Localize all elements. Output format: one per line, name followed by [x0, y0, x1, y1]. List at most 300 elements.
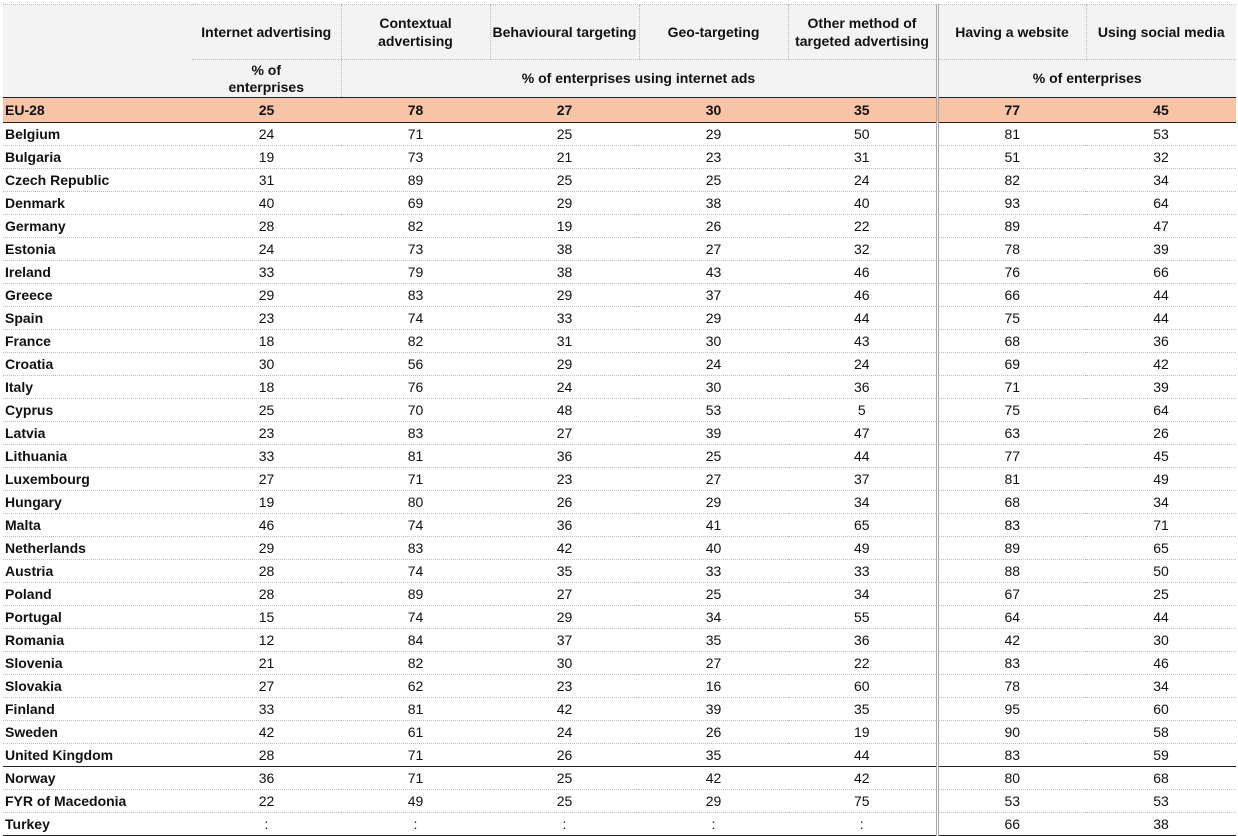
cell-contextual-advertising: 74	[341, 606, 490, 629]
cell-contextual-advertising: 69	[341, 192, 490, 215]
cell-geo-targeting: 29	[639, 307, 788, 330]
cell-other-targeted: 22	[788, 652, 937, 675]
cell-contextual-advertising: 71	[341, 767, 490, 790]
country-name: Malta	[3, 514, 192, 537]
cell-other-targeted: 55	[788, 606, 937, 629]
table-row	[3, 537, 1236, 560]
cell-other-targeted: 44	[788, 307, 937, 330]
cell-behavioural-targeting: 27	[490, 583, 639, 606]
cell-internet-advertising: :	[192, 813, 341, 836]
cell-internet-advertising: 27	[192, 468, 341, 491]
cell-using-social-media: 42	[1086, 353, 1236, 376]
cell-contextual-advertising: 71	[341, 744, 490, 767]
cell-geo-targeting: 53	[639, 399, 788, 422]
cell-using-social-media: 53	[1086, 790, 1236, 813]
cell-contextual-advertising: :	[341, 813, 490, 836]
country-name: Croatia	[3, 353, 192, 376]
cell-internet-advertising: 15	[192, 606, 341, 629]
cell-behavioural-targeting: 25	[490, 790, 639, 813]
cell-other-targeted: 24	[788, 169, 937, 192]
country-name: Italy	[3, 376, 192, 399]
cell-using-social-media: 71	[1086, 514, 1236, 537]
cell-other-targeted: 44	[788, 445, 937, 468]
cell-using-social-media: 36	[1086, 330, 1236, 353]
cell-internet-advertising: 22	[192, 790, 341, 813]
cell-geo-targeting: 29	[639, 790, 788, 813]
cell-having-website: 68	[937, 330, 1086, 353]
country-name: Austria	[3, 560, 192, 583]
cell-other-targeted: 43	[788, 330, 937, 353]
table-row	[3, 813, 1236, 836]
cell-having-website: 77	[937, 445, 1086, 468]
cell-contextual-advertising: 56	[341, 353, 490, 376]
cell-internet-advertising: 29	[192, 284, 341, 307]
country-name: Ireland	[3, 261, 192, 284]
cell-other-targeted: 36	[788, 629, 937, 652]
cell-behavioural-targeting: 23	[490, 675, 639, 698]
cell-using-social-media: 49	[1086, 468, 1236, 491]
cell-using-social-media: 64	[1086, 399, 1236, 422]
cell-contextual-advertising: 74	[341, 560, 490, 583]
cell-using-social-media: 64	[1086, 192, 1236, 215]
table-row	[3, 422, 1236, 445]
cell-other-targeted: 37	[788, 468, 937, 491]
cell-having-website: 95	[937, 698, 1086, 721]
cell-having-website: 71	[937, 376, 1086, 399]
cell-geo-targeting: 24	[639, 353, 788, 376]
country-name: Hungary	[3, 491, 192, 514]
col-header-using-social-media: Using social media	[1086, 5, 1236, 60]
cell-geo-targeting: 30	[639, 376, 788, 399]
unit-web-social: % of enterprises	[937, 60, 1236, 98]
cell-contextual-advertising: 82	[341, 652, 490, 675]
country-name: Finland	[3, 698, 192, 721]
cell-using-social-media: 45	[1086, 445, 1236, 468]
cell-behavioural-targeting: :	[490, 813, 639, 836]
table-row	[3, 652, 1236, 675]
cell-having-website: 83	[937, 744, 1086, 767]
cell-geo-targeting: 25	[639, 445, 788, 468]
cell-other-targeted: 31	[788, 146, 937, 169]
cell-other-targeted: 46	[788, 261, 937, 284]
cell-contextual-advertising: 78	[341, 98, 490, 123]
cell-contextual-advertising: 74	[341, 514, 490, 537]
col-header-internet-advertising: Internet advertising	[192, 5, 341, 60]
cell-using-social-media: 45	[1086, 98, 1236, 123]
cell-having-website: 77	[937, 98, 1086, 123]
cell-internet-advertising: 31	[192, 169, 341, 192]
cell-contextual-advertising: 83	[341, 422, 490, 445]
country-name: Czech Republic	[3, 169, 192, 192]
table-row	[3, 215, 1236, 238]
cell-internet-advertising: 23	[192, 307, 341, 330]
cell-contextual-advertising: 84	[341, 629, 490, 652]
cell-other-targeted: 49	[788, 537, 937, 560]
cell-having-website: 69	[937, 353, 1086, 376]
cell-behavioural-targeting: 29	[490, 284, 639, 307]
table-row	[3, 560, 1236, 583]
cell-behavioural-targeting: 25	[490, 123, 639, 146]
cell-having-website: 64	[937, 606, 1086, 629]
cell-other-targeted: 36	[788, 376, 937, 399]
table-row	[3, 629, 1236, 652]
cell-geo-targeting: 37	[639, 284, 788, 307]
country-name: Luxembourg	[3, 468, 192, 491]
cell-internet-advertising: 23	[192, 422, 341, 445]
cell-internet-advertising: 28	[192, 744, 341, 767]
table-row	[3, 330, 1236, 353]
col-header-contextual-advertising: Contextual advertising	[341, 5, 490, 60]
cell-contextual-advertising: 89	[341, 169, 490, 192]
cell-internet-advertising: 29	[192, 537, 341, 560]
table-row	[3, 261, 1236, 284]
cell-using-social-media: 25	[1086, 583, 1236, 606]
table-row	[3, 583, 1236, 606]
cell-using-social-media: 58	[1086, 721, 1236, 744]
cell-using-social-media: 44	[1086, 606, 1236, 629]
country-name: Estonia	[3, 238, 192, 261]
country-name: Romania	[3, 629, 192, 652]
cell-internet-advertising: 33	[192, 698, 341, 721]
cell-other-targeted: 42	[788, 767, 937, 790]
cell-behavioural-targeting: 23	[490, 468, 639, 491]
cell-having-website: 81	[937, 123, 1086, 146]
table-row	[3, 123, 1236, 146]
cell-internet-advertising: 12	[192, 629, 341, 652]
cell-having-website: 75	[937, 307, 1086, 330]
cell-internet-advertising: 25	[192, 98, 341, 123]
cell-contextual-advertising: 49	[341, 790, 490, 813]
cell-using-social-media: 60	[1086, 698, 1236, 721]
cell-using-social-media: 26	[1086, 422, 1236, 445]
cell-behavioural-targeting: 25	[490, 169, 639, 192]
cell-behavioural-targeting: 21	[490, 146, 639, 169]
cell-behavioural-targeting: 42	[490, 537, 639, 560]
cell-internet-advertising: 46	[192, 514, 341, 537]
cell-having-website: 66	[937, 284, 1086, 307]
cell-contextual-advertising: 71	[341, 468, 490, 491]
cell-having-website: 78	[937, 238, 1086, 261]
cell-geo-targeting: 29	[639, 123, 788, 146]
cell-having-website: 83	[937, 514, 1086, 537]
country-name: Slovakia	[3, 675, 192, 698]
cell-behavioural-targeting: 25	[490, 767, 639, 790]
cell-geo-targeting: 30	[639, 98, 788, 123]
cell-other-targeted: 34	[788, 583, 937, 606]
cell-contextual-advertising: 82	[341, 215, 490, 238]
cell-other-targeted: 60	[788, 675, 937, 698]
cell-geo-targeting: 39	[639, 698, 788, 721]
cell-having-website: 53	[937, 790, 1086, 813]
cell-geo-targeting: 25	[639, 583, 788, 606]
cell-other-targeted: 32	[788, 238, 937, 261]
table-row	[3, 744, 1236, 767]
cell-geo-targeting: 23	[639, 146, 788, 169]
cell-using-social-media: 53	[1086, 123, 1236, 146]
country-name: Turkey	[3, 813, 192, 836]
cell-geo-targeting: 26	[639, 215, 788, 238]
cell-other-targeted: 75	[788, 790, 937, 813]
table-row	[3, 399, 1236, 422]
table-row	[3, 353, 1236, 376]
cell-other-targeted: 40	[788, 192, 937, 215]
table-row	[3, 98, 1236, 123]
cell-using-social-media: 50	[1086, 560, 1236, 583]
cell-internet-advertising: 24	[192, 123, 341, 146]
table-row	[3, 376, 1236, 399]
cell-contextual-advertising: 80	[341, 491, 490, 514]
cell-geo-targeting: 38	[639, 192, 788, 215]
country-name: Slovenia	[3, 652, 192, 675]
cell-other-targeted: 24	[788, 353, 937, 376]
cell-having-website: 66	[937, 813, 1086, 836]
cell-behavioural-targeting: 27	[490, 422, 639, 445]
cell-behavioural-targeting: 19	[490, 215, 639, 238]
cell-other-targeted: 65	[788, 514, 937, 537]
cell-geo-targeting: 27	[639, 468, 788, 491]
cell-contextual-advertising: 71	[341, 123, 490, 146]
cell-behavioural-targeting: 33	[490, 307, 639, 330]
cell-other-targeted: :	[788, 813, 937, 836]
cell-contextual-advertising: 70	[341, 399, 490, 422]
cell-geo-targeting: 39	[639, 422, 788, 445]
cell-having-website: 63	[937, 422, 1086, 445]
country-name: Spain	[3, 307, 192, 330]
cell-behavioural-targeting: 29	[490, 353, 639, 376]
cell-having-website: 51	[937, 146, 1086, 169]
cell-behavioural-targeting: 24	[490, 721, 639, 744]
cell-behavioural-targeting: 38	[490, 238, 639, 261]
cell-contextual-advertising: 83	[341, 537, 490, 560]
cell-geo-targeting: 33	[639, 560, 788, 583]
country-name: FYR of Macedonia	[3, 790, 192, 813]
cell-geo-targeting: 26	[639, 721, 788, 744]
cell-other-targeted: 35	[788, 98, 937, 123]
table-row	[3, 698, 1236, 721]
cell-internet-advertising: 24	[192, 238, 341, 261]
cell-having-website: 89	[937, 215, 1086, 238]
cell-using-social-media: 46	[1086, 652, 1236, 675]
cell-using-social-media: 59	[1086, 744, 1236, 767]
cell-internet-advertising: 42	[192, 721, 341, 744]
table-row	[3, 238, 1236, 261]
table-row	[3, 146, 1236, 169]
cell-behavioural-targeting: 36	[490, 445, 639, 468]
cell-behavioural-targeting: 29	[490, 606, 639, 629]
cell-other-targeted: 35	[788, 698, 937, 721]
cell-geo-targeting: 34	[639, 606, 788, 629]
cell-geo-targeting: 40	[639, 537, 788, 560]
table-row	[3, 284, 1236, 307]
cell-contextual-advertising: 82	[341, 330, 490, 353]
cell-behavioural-targeting: 36	[490, 514, 639, 537]
cell-internet-advertising: 28	[192, 560, 341, 583]
country-name: Belgium	[3, 123, 192, 146]
table-row	[3, 675, 1236, 698]
cell-other-targeted: 47	[788, 422, 937, 445]
col-header-other-targeted: Other method of targeted advertising	[788, 5, 937, 60]
cell-other-targeted: 46	[788, 284, 937, 307]
unit-ads-methods: % of enterprises using internet ads	[341, 60, 937, 98]
col-header-geo-targeting: Geo-targeting	[639, 5, 788, 60]
cell-geo-targeting: 43	[639, 261, 788, 284]
table-row	[3, 169, 1236, 192]
cell-behavioural-targeting: 29	[490, 192, 639, 215]
cell-using-social-media: 34	[1086, 169, 1236, 192]
cell-internet-advertising: 36	[192, 767, 341, 790]
cell-using-social-media: 39	[1086, 238, 1236, 261]
cell-using-social-media: 34	[1086, 491, 1236, 514]
cell-using-social-media: 38	[1086, 813, 1236, 836]
country-name: Norway	[3, 767, 192, 790]
cell-internet-advertising: 28	[192, 583, 341, 606]
table-row	[3, 468, 1236, 491]
cell-using-social-media: 68	[1086, 767, 1236, 790]
cell-having-website: 88	[937, 560, 1086, 583]
cell-contextual-advertising: 74	[341, 307, 490, 330]
cell-contextual-advertising: 73	[341, 146, 490, 169]
country-name: Netherlands	[3, 537, 192, 560]
cell-geo-targeting: 25	[639, 169, 788, 192]
cell-having-website: 90	[937, 721, 1086, 744]
cell-behavioural-targeting: 26	[490, 491, 639, 514]
cell-behavioural-targeting: 37	[490, 629, 639, 652]
country-name: Bulgaria	[3, 146, 192, 169]
cell-having-website: 81	[937, 468, 1086, 491]
cell-contextual-advertising: 62	[341, 675, 490, 698]
cell-having-website: 82	[937, 169, 1086, 192]
cell-other-targeted: 19	[788, 721, 937, 744]
header-row-units	[3, 60, 1236, 98]
cell-other-targeted: 34	[788, 491, 937, 514]
cell-having-website: 93	[937, 192, 1086, 215]
table-header	[3, 5, 1236, 98]
cell-having-website: 89	[937, 537, 1086, 560]
cell-other-targeted: 50	[788, 123, 937, 146]
cell-having-website: 42	[937, 629, 1086, 652]
cell-geo-targeting: :	[639, 813, 788, 836]
cell-other-targeted: 44	[788, 744, 937, 767]
cell-geo-targeting: 16	[639, 675, 788, 698]
cell-geo-targeting: 42	[639, 767, 788, 790]
cell-using-social-media: 44	[1086, 284, 1236, 307]
cell-geo-targeting: 29	[639, 491, 788, 514]
table-row	[3, 445, 1236, 468]
cell-behavioural-targeting: 35	[490, 560, 639, 583]
country-name: Poland	[3, 583, 192, 606]
cell-using-social-media: 44	[1086, 307, 1236, 330]
cell-internet-advertising: 40	[192, 192, 341, 215]
cell-having-website: 75	[937, 399, 1086, 422]
cell-internet-advertising: 18	[192, 376, 341, 399]
cell-geo-targeting: 30	[639, 330, 788, 353]
country-name: Denmark	[3, 192, 192, 215]
cell-internet-advertising: 33	[192, 261, 341, 284]
cell-contextual-advertising: 76	[341, 376, 490, 399]
country-name: Sweden	[3, 721, 192, 744]
header-corner	[3, 5, 192, 60]
cell-internet-advertising: 27	[192, 675, 341, 698]
cell-behavioural-targeting: 24	[490, 376, 639, 399]
cell-other-targeted: 33	[788, 560, 937, 583]
col-header-behavioural-targeting: Behavioural targeting	[490, 5, 639, 60]
table-row	[3, 307, 1236, 330]
country-name: Lithuania	[3, 445, 192, 468]
cell-geo-targeting: 27	[639, 238, 788, 261]
cell-having-website: 80	[937, 767, 1086, 790]
cell-behavioural-targeting: 27	[490, 98, 639, 123]
cell-having-website: 76	[937, 261, 1086, 284]
cell-internet-advertising: 21	[192, 652, 341, 675]
table-row	[3, 491, 1236, 514]
cell-contextual-advertising: 79	[341, 261, 490, 284]
country-name: United Kingdom	[3, 744, 192, 767]
cell-using-social-media: 65	[1086, 537, 1236, 560]
cell-contextual-advertising: 83	[341, 284, 490, 307]
cell-having-website: 68	[937, 491, 1086, 514]
table-row	[3, 721, 1236, 744]
cell-behavioural-targeting: 38	[490, 261, 639, 284]
cell-behavioural-targeting: 48	[490, 399, 639, 422]
cell-using-social-media: 66	[1086, 261, 1236, 284]
unit-internet-ads: % of enterprises	[192, 60, 341, 98]
country-name: Germany	[3, 215, 192, 238]
table-row	[3, 514, 1236, 537]
country-name: Latvia	[3, 422, 192, 445]
cell-having-website: 83	[937, 652, 1086, 675]
cell-geo-targeting: 41	[639, 514, 788, 537]
col-header-having-website: Having a website	[937, 5, 1086, 60]
cell-using-social-media: 30	[1086, 629, 1236, 652]
table-row	[3, 192, 1236, 215]
cell-geo-targeting: 35	[639, 744, 788, 767]
cell-internet-advertising: 30	[192, 353, 341, 376]
cell-contextual-advertising: 81	[341, 698, 490, 721]
header-corner-units	[3, 60, 192, 98]
cell-geo-targeting: 35	[639, 629, 788, 652]
country-name: EU-28	[3, 98, 192, 123]
cell-internet-advertising: 25	[192, 399, 341, 422]
cell-behavioural-targeting: 31	[490, 330, 639, 353]
cell-contextual-advertising: 61	[341, 721, 490, 744]
cell-internet-advertising: 19	[192, 146, 341, 169]
cell-internet-advertising: 33	[192, 445, 341, 468]
table-body	[3, 98, 1236, 836]
country-name: Cyprus	[3, 399, 192, 422]
cell-using-social-media: 32	[1086, 146, 1236, 169]
cell-contextual-advertising: 73	[341, 238, 490, 261]
table-row	[3, 790, 1236, 813]
cell-internet-advertising: 28	[192, 215, 341, 238]
cell-using-social-media: 47	[1086, 215, 1236, 238]
table-row	[3, 767, 1236, 790]
cell-contextual-advertising: 89	[341, 583, 490, 606]
cell-having-website: 67	[937, 583, 1086, 606]
enterprise-advertising-table	[3, 4, 1236, 836]
cell-other-targeted: 5	[788, 399, 937, 422]
cell-using-social-media: 34	[1086, 675, 1236, 698]
cell-internet-advertising: 19	[192, 491, 341, 514]
cell-internet-advertising: 18	[192, 330, 341, 353]
cell-having-website: 78	[937, 675, 1086, 698]
table-row	[3, 606, 1236, 629]
cell-geo-targeting: 27	[639, 652, 788, 675]
cell-behavioural-targeting: 26	[490, 744, 639, 767]
cell-behavioural-targeting: 42	[490, 698, 639, 721]
header-row-columns	[3, 5, 1236, 60]
country-name: Greece	[3, 284, 192, 307]
country-name: France	[3, 330, 192, 353]
